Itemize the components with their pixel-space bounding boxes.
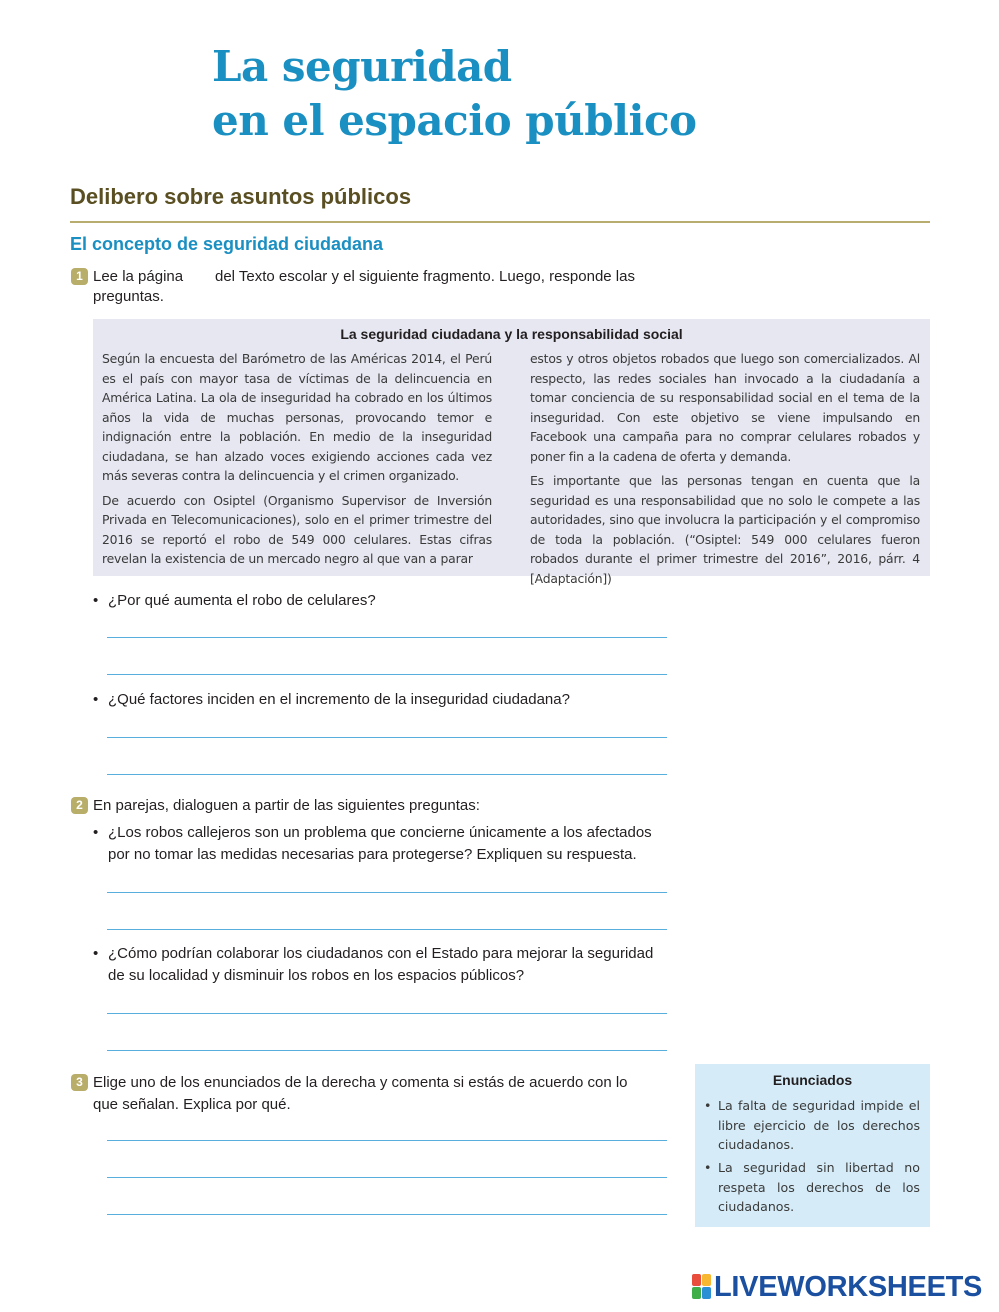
question-3-badge: 3: [71, 1074, 88, 1091]
answer-line[interactable]: [107, 774, 667, 775]
reading-fragment-box: [93, 319, 930, 586]
section-divider: [70, 221, 930, 223]
reading-paragraph: De acuerdo con Osiptel (Organismo Supervisor de Inversión Privada en Telecomunicaciones), solo en el primer trimestre del 2016 se reportó el robo de 549 000 celulares. Estas cifras revelan la existencia de un mercado negro al que van a parar: [102, 492, 492, 566]
answer-line[interactable]: [107, 1013, 667, 1014]
question-1-text-line2: preguntas.: [93, 288, 164, 305]
question-1-bullet-1: [93, 590, 668, 612]
answer-line[interactable]: [107, 892, 667, 893]
logo-text: LIVEWORKSHEETS: [714, 1271, 983, 1303]
answer-line[interactable]: [107, 637, 667, 638]
statements-box: [695, 1064, 930, 1227]
bullet-dot: •: [93, 592, 99, 609]
logo-mark-icon: [692, 1274, 712, 1300]
page-title-line-2: en el espacio público: [212, 96, 697, 145]
bullet-dot: •: [704, 1098, 712, 1113]
reading-left-column: [102, 349, 492, 574]
answer-line[interactable]: [107, 1177, 667, 1178]
bullet-dot: •: [93, 945, 99, 962]
reading-paragraph: Según la encuesta del Barómetro de las Américas 2014, el Perú es el país con mayor tasa de víctimas de la delincuencia en América Latina. La ola de inseguridad ha cobrado en los últimos años la vida de muchas personas, provocando temor e indignación entre la población. En medio de la inseguridad ciudadana, se han alzado voces exigiendo acciones cada vez más severas contra la delincuencia y el crimen organizado.: [102, 351, 492, 483]
bullet-dot: •: [93, 824, 99, 841]
bullet-text: ¿Los robos callejeros son un problema que concierne únicamente a los afectados por no tomar las medidas necesarias para protegerse? Expliquen su respuesta.: [108, 824, 652, 863]
answer-line[interactable]: [107, 1050, 667, 1051]
subheading: El concepto de seguridad ciudadana: [70, 234, 384, 254]
page-title-line-1: La seguridad: [212, 42, 512, 91]
question-2-bullet-2: [93, 943, 668, 987]
bullet-text: ¿Qué factores inciden en el incremento de la inseguridad ciudadana?: [108, 691, 570, 708]
reading-paragraph: Es importante que las personas tengan en cuenta que la seguridad es una responsabilidad que no solo le compete a las autoridades, sino que involucra la participación y el compromiso de toda la población. (“Osiptel: 549 000 celulares fueron robados durante el primer trimestre del 2016”, 2016, párr. 4 [Adaptación]): [530, 473, 920, 586]
answer-line[interactable]: [107, 674, 667, 675]
question-1-bullet-2: [93, 689, 668, 711]
bullet-dot: •: [704, 1160, 712, 1175]
question-1-text-start: Lee la página: [93, 268, 184, 285]
bullet-dot: •: [93, 691, 99, 708]
statements-title: Enunciados: [772, 1072, 853, 1088]
answer-line[interactable]: [107, 1214, 667, 1215]
bullet-text: ¿Por qué aumenta el robo de celulares?: [108, 592, 376, 609]
bullet-text: ¿Cómo podrían colaborar los ciudadanos con el Estado para mejorar la seguridad de su localidad y disminuir los robos en los espacios públicos?: [108, 945, 654, 984]
reading-right-column: [530, 349, 920, 593]
statement-item: [704, 1158, 920, 1217]
statement-text: La seguridad sin libertad no respeta los derechos de los ciudadanos.: [718, 1160, 920, 1214]
statement-text: La falta de seguridad impide el libre ejercicio de los derechos ciudadanos.: [718, 1098, 920, 1152]
answer-line[interactable]: [107, 737, 667, 738]
question-2-text: En parejas, dialoguen a partir de las siguientes preguntas:: [93, 797, 480, 814]
page-title: [212, 40, 697, 148]
reading-paragraph: estos y otros objetos robados que luego son comercializados. Al respecto, las redes sociales han invocado a la ciudadanía a tomar conciencia de su responsabilidad social en el tema de la inseguridad. Con este objetivo se viene impulsando en Facebook una campaña para no comprar celulares robados y poner fin a la cadena de oferta y demanda.: [530, 351, 920, 464]
question-1-badge: 1: [71, 268, 88, 285]
section-heading: Delibero sobre asuntos públicos: [70, 184, 412, 209]
answer-line[interactable]: [107, 1140, 667, 1141]
question-1-text-rest: del Texto escolar y el siguiente fragmento. Luego, responde las: [215, 268, 635, 285]
question-2-bullet-1: [93, 822, 668, 866]
reading-title: La seguridad ciudadana y la responsabilidad social: [340, 326, 683, 342]
question-3-text: Elige uno de los enunciados de la derecha y comenta si estás de acuerdo con lo que señalan. Explica por qué.: [93, 1074, 628, 1113]
statement-item: [704, 1096, 920, 1155]
answer-line[interactable]: [107, 929, 667, 930]
question-2-badge: 2: [71, 797, 88, 814]
